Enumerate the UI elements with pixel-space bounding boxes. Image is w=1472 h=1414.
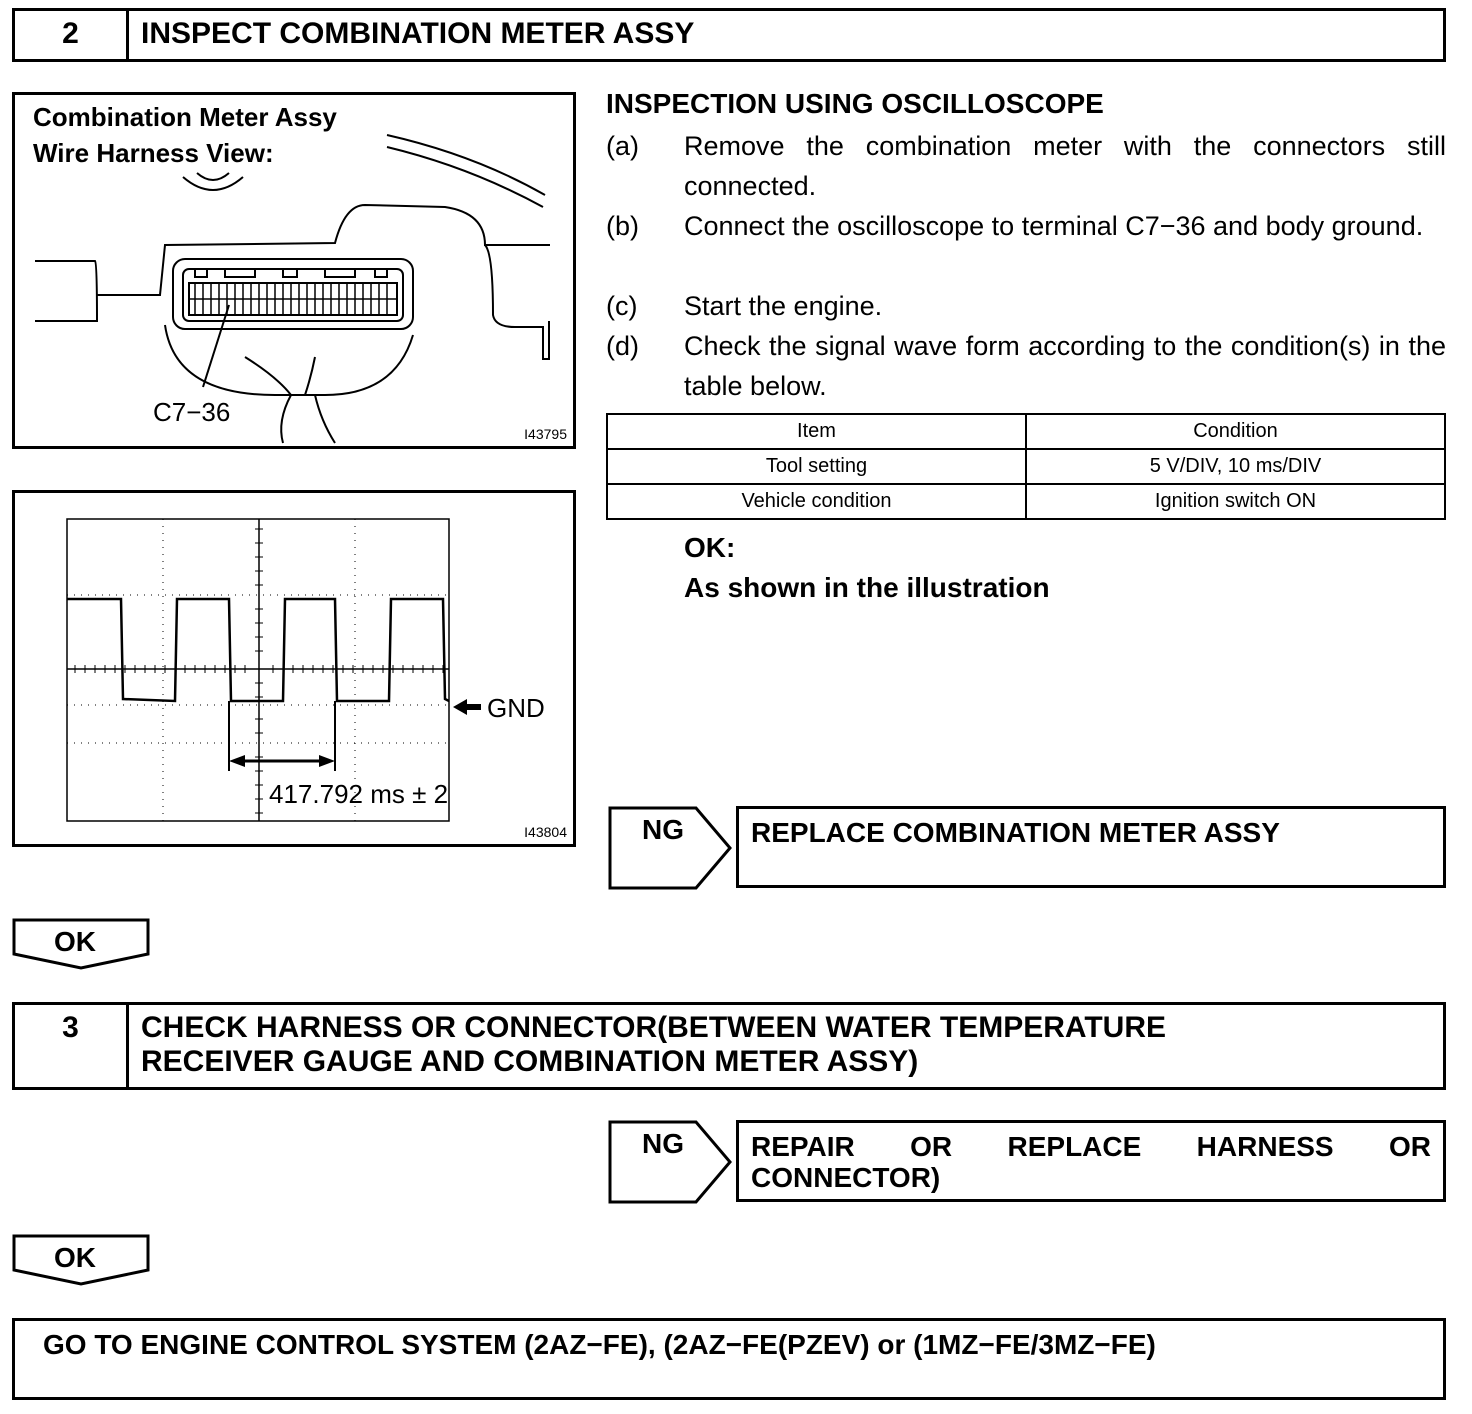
step-label: (b): [606, 211, 639, 241]
ok-criteria: [684, 528, 1050, 608]
figure-caption-line1: Combination Meter Assy: [33, 102, 337, 132]
ng-action-line2: CONNECTOR): [751, 1162, 941, 1193]
step-label: (c): [606, 291, 638, 321]
inspection-step: [606, 286, 1446, 326]
inspection-step: [606, 126, 1446, 206]
ok-label: OK: [54, 926, 96, 957]
ng-label: NG: [642, 814, 684, 845]
step-label: (a): [606, 131, 639, 161]
step-number: 2: [15, 11, 129, 59]
table-cell: Vehicle condition: [607, 484, 1026, 519]
table-cell: 5 V/DIV, 10 ms/DIV: [1026, 449, 1445, 484]
table-cell: Tool setting: [607, 449, 1026, 484]
period-label: 417.792 ms ± 2: [269, 779, 449, 809]
inspection-heading: INSPECTION USING OSCILLOSCOPE: [606, 88, 1104, 119]
gnd-label: GND: [487, 693, 545, 723]
ng-action-line1: REPAIR OR REPLACE HARNESS OR: [751, 1131, 1431, 1162]
table-header: Item: [607, 414, 1026, 449]
final-instruction-box: [12, 1318, 1446, 1400]
step-number: 3: [15, 1005, 129, 1087]
figure-id: I43804: [524, 824, 567, 840]
table-row: [607, 449, 1445, 484]
connector-drawing: [15, 95, 573, 446]
oscilloscope-trace: [15, 493, 573, 844]
waveform-figure: [12, 490, 576, 847]
step-title-line2: RECEIVER GAUGE AND COMBINATION METER ASSY): [141, 1045, 919, 1078]
ok-label: OK: [54, 1242, 96, 1273]
terminal-label: C7−36: [153, 397, 231, 427]
table-cell: Ignition switch ON: [1026, 484, 1445, 519]
step-title-line1: CHECK HARNESS OR CONNECTOR(BETWEEN WATER TEMPERATURE: [141, 1011, 1167, 1044]
table-row: [607, 484, 1445, 519]
step-2-header: [12, 8, 1446, 62]
step-text: Check the signal wave form according to the condition(s) in the table below.: [684, 331, 1446, 401]
table-header: Condition: [1026, 414, 1445, 449]
inspection-step: [606, 326, 1446, 406]
step-text: Remove the combination meter with the connectors still connected.: [684, 131, 1446, 201]
ng-result-box: [736, 1120, 1446, 1202]
figure-id: I43795: [524, 426, 567, 442]
final-instruction-text: GO TO ENGINE CONTROL SYSTEM (2AZ−FE), (2AZ−FE(PZEV) or (1MZ−FE/3MZ−FE): [43, 1329, 1156, 1360]
inspection-step: [606, 206, 1446, 286]
ng-result-box: [736, 806, 1446, 888]
ok-criteria-text: As shown in the illustration: [684, 572, 1050, 603]
wire-harness-figure: [12, 92, 576, 449]
ng-action-text: REPLACE COMBINATION METER ASSY: [751, 817, 1280, 848]
ok-criteria-label: OK:: [684, 532, 736, 563]
step-text: Connect the oscilloscope to terminal C7−36 and body ground.: [684, 211, 1424, 241]
step-text: Start the engine.: [684, 291, 883, 321]
step-title: [129, 1005, 1443, 1087]
step-label: (d): [606, 331, 639, 361]
table-header-row: [607, 414, 1445, 449]
condition-table: [606, 413, 1446, 520]
step-3-header: [12, 1002, 1446, 1090]
ng-label: NG: [642, 1128, 684, 1159]
step-title: INSPECT COMBINATION METER ASSY: [141, 17, 695, 50]
figure-caption-line2: Wire Harness View:: [33, 138, 274, 168]
